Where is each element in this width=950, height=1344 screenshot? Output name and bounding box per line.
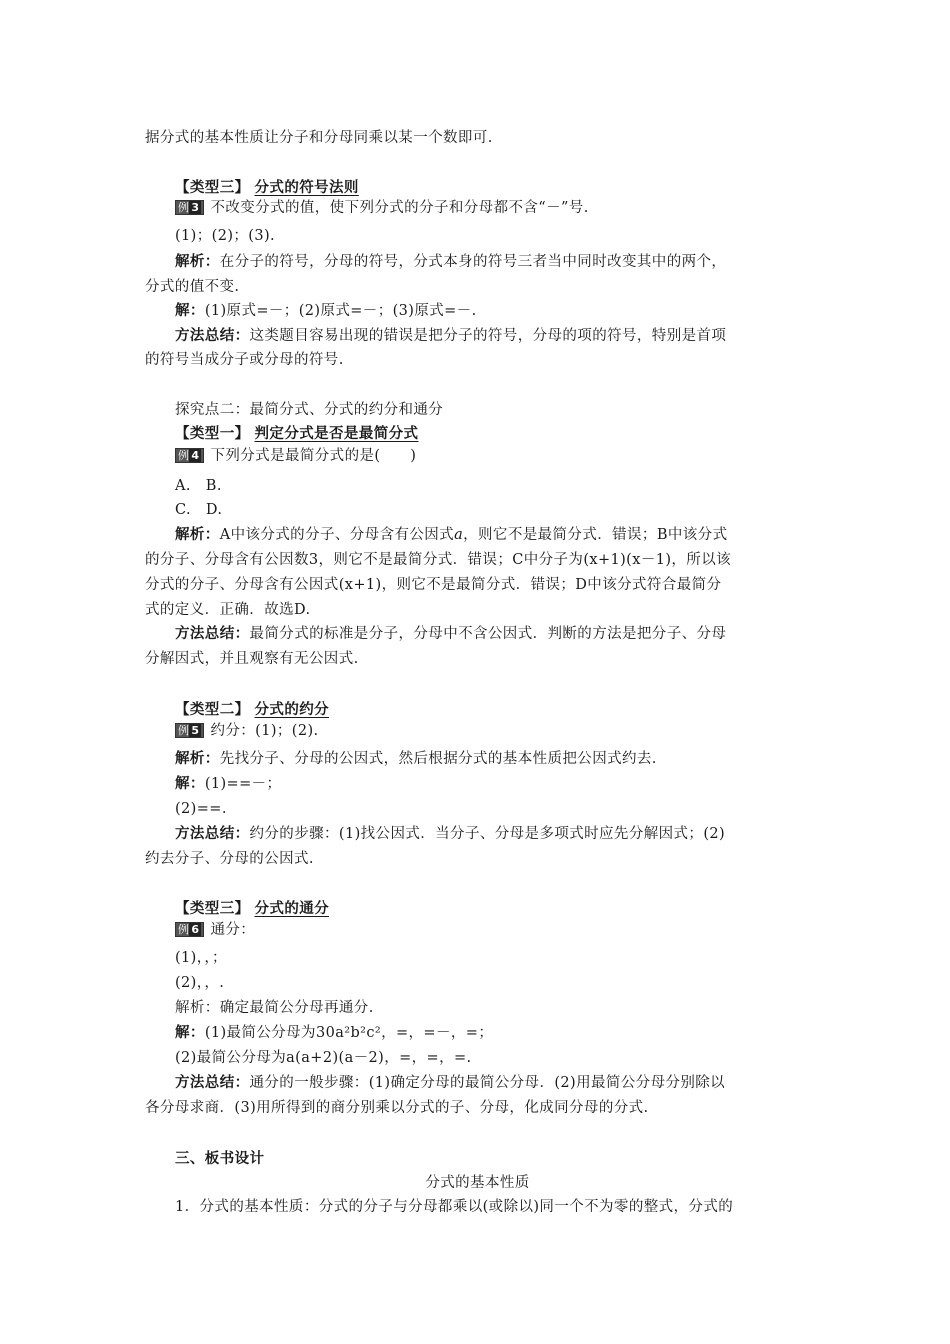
method-text: 这类题目容易出现的错误是把分子的符号，分母的项的符号，特别是首项	[249, 328, 727, 344]
method-line	[175, 624, 726, 644]
text-line: 分式的值不变.	[145, 279, 240, 295]
solution-text: (1)原式=－；(2)原式=－；(3)原式=－.	[204, 303, 477, 319]
text-line: 分解因式，并且观察有无公因式.	[145, 651, 359, 667]
method-line	[175, 326, 726, 346]
example-line	[175, 920, 255, 940]
method-text: 通分的一般步骤：(1)确定分母的最简公分母．(2)用最简公分母分别除以	[249, 1075, 726, 1091]
type-title: 分式的约分	[254, 702, 330, 718]
method-line	[175, 824, 725, 844]
text-line: 的分子、分母含有公因数3，则它不是最简分式．错误；C中分子为(x+1)(x－1)，所以该	[145, 552, 731, 568]
text-line: 式的定义．正确．故选D.	[145, 602, 311, 618]
type-bracket: 【类型三】	[175, 901, 250, 917]
example-line	[175, 446, 416, 466]
example-badge	[175, 922, 204, 937]
example-line	[175, 721, 319, 741]
example-text: 约分：(1)；(2).	[210, 723, 319, 739]
text-line: (2)，，.	[175, 975, 225, 991]
example-badge-number: 6	[191, 923, 200, 936]
method-label: 方法总结：	[175, 626, 250, 642]
example-line	[175, 198, 589, 218]
board-title: 分式的基本性质	[425, 1175, 530, 1191]
solution-label: 解：	[175, 303, 205, 319]
method-line	[175, 1073, 725, 1093]
analysis-label: 解析：	[175, 254, 220, 270]
example-badge-number: 4	[191, 449, 200, 462]
example-text: 下列分式是最简分式的是( )	[210, 448, 417, 464]
analysis-text: 在分子的符号，分母的符号，分式本身的符号三者当中同时改变其中的两个，	[219, 254, 727, 270]
text-line: 的符号当成分子或分母的符号.	[145, 352, 344, 368]
text-line: (1)；(2)；(3).	[175, 228, 276, 244]
solution-line: (2)==.	[175, 801, 227, 817]
text-line: 约去分子、分母的公因式.	[145, 851, 314, 867]
example-badge-label: 例	[178, 201, 190, 214]
method-text: 约分的步骤：(1)找公因式．当分子、分母是多项式时应先分解因式；(2)	[249, 826, 726, 842]
example-badge	[175, 200, 204, 215]
option-line: C. D.	[175, 502, 223, 518]
type-title: 分式的通分	[254, 901, 330, 917]
text-line: 分式的分子、分母含有公因式(x+1)，则它不是最简分式．错误；D中该分式符合最简分	[145, 577, 722, 593]
text-line: 各分母求商．(3)用所得到的商分别乘以分式的子、分母，化成同分母的分式.	[145, 1100, 649, 1116]
type-bracket: 【类型一】	[175, 426, 250, 442]
section-title: 三、板书设计	[175, 1151, 265, 1167]
example-text: 不改变分式的值，使下列分式的分子和分母都不含“－”号.	[210, 200, 589, 216]
analysis-label: 解析：	[175, 527, 220, 543]
example-badge-label: 例	[178, 724, 190, 737]
analysis-text: ，则它不是最简分式．错误；B中该分式	[463, 527, 728, 543]
method-text: 最简分式的标准是分子，分母中不含公因式．判断的方法是把分子、分母	[249, 626, 727, 642]
method-label: 方法总结：	[175, 1075, 250, 1091]
method-label: 方法总结：	[175, 328, 250, 344]
type-title: 判定分式是否是最简分式	[254, 426, 419, 442]
solution-line	[175, 1023, 493, 1043]
analysis-line	[175, 749, 657, 769]
analysis-line: 解析：确定最简公分母再通分.	[175, 1000, 374, 1016]
example-badge-label: 例	[178, 923, 190, 936]
section-heading	[175, 700, 329, 720]
text-line: (1)，，；	[175, 950, 227, 966]
solution-line	[175, 301, 477, 321]
type-bracket: 【类型二】	[175, 702, 250, 718]
text-line: 1．分式的基本性质：分式的分子与分母都乘以(或除以)同一个不为零的整式，分式的	[175, 1199, 734, 1215]
type-bracket: 【类型三】	[175, 180, 250, 196]
section-heading	[175, 899, 329, 919]
example-badge	[175, 723, 204, 738]
solution-text: (1)==－；	[204, 776, 282, 792]
section-heading	[175, 178, 359, 198]
method-label: 方法总结：	[175, 826, 250, 842]
example-badge-number: 3	[191, 201, 200, 214]
section-heading	[175, 424, 418, 444]
solution-line: (2)最简公分母为a(a+2)(a－2)，=，=，=.	[175, 1050, 472, 1066]
subsection-title: 探究点二：最简分式、分式的约分和通分	[175, 402, 444, 418]
type-title: 分式的符号法则	[254, 180, 359, 196]
analysis-line	[175, 525, 727, 545]
analysis-text: 先找分子、分母的公因式，然后根据分式的基本性质把公因式约去.	[219, 751, 657, 767]
math-variable: a	[454, 527, 464, 543]
example-badge-number: 5	[191, 724, 200, 737]
solution-line	[175, 774, 281, 794]
solution-label: 解：	[175, 1025, 205, 1041]
analysis-text: A中该分式的分子、分母含有公因式	[219, 527, 455, 543]
option-line: A. B.	[175, 478, 222, 494]
example-badge	[175, 448, 204, 463]
text-line: 据分式的基本性质让分子和分母同乘以某一个数即可.	[145, 130, 493, 146]
example-text: 通分：	[210, 922, 256, 938]
solution-label: 解：	[175, 776, 205, 792]
analysis-label: 解析：	[175, 751, 220, 767]
analysis-line	[175, 252, 726, 272]
solution-text: (1)最简公分母为30a²b²c²，=，=－，=；	[204, 1025, 494, 1041]
example-badge-label: 例	[178, 449, 190, 462]
